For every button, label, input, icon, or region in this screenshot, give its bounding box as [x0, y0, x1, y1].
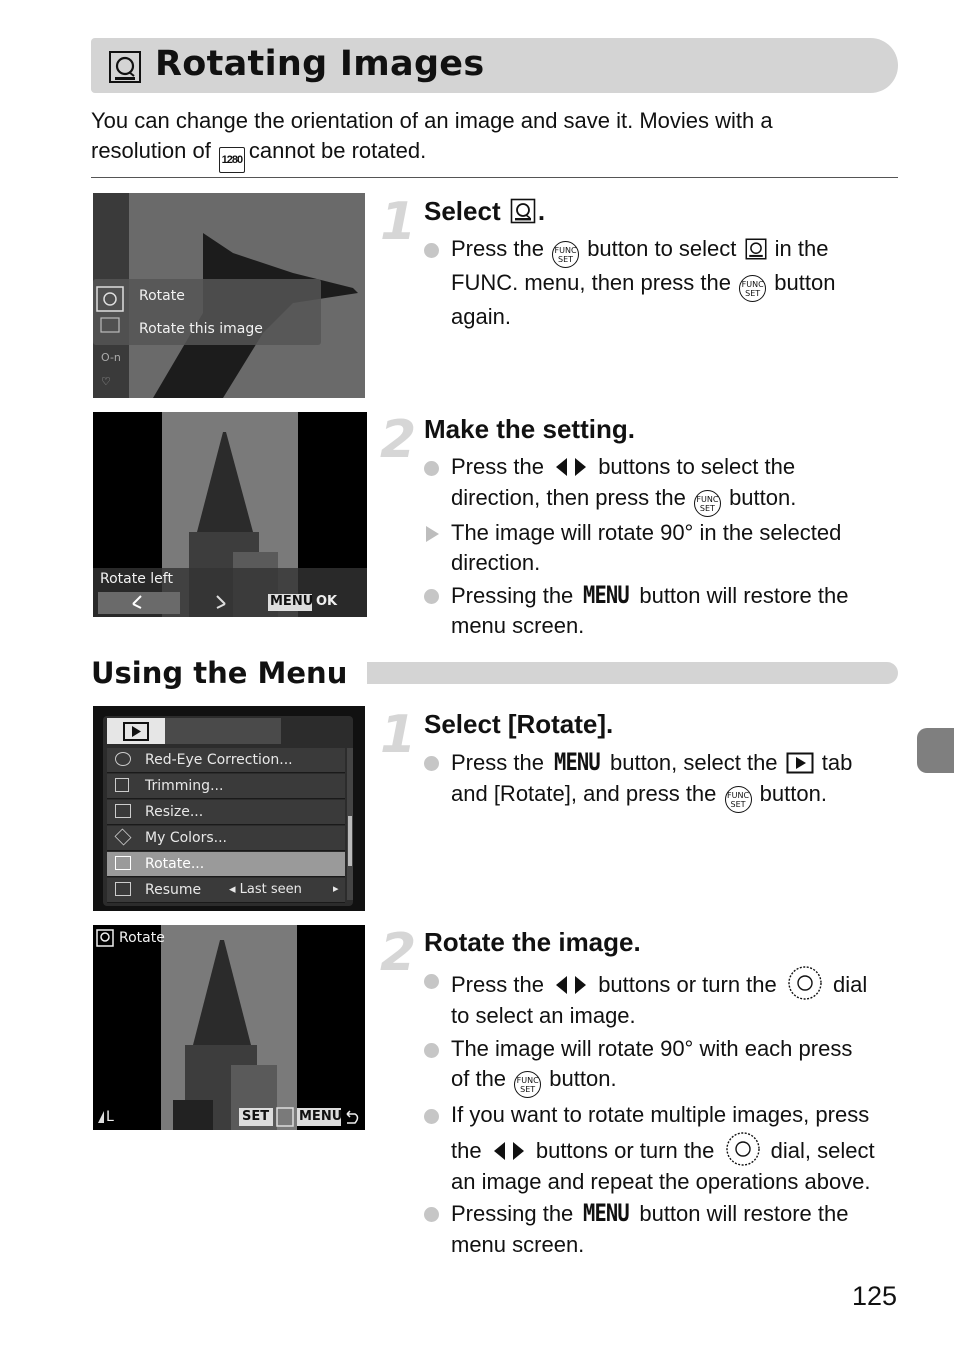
- step-instructions: Press the buttons to select the direction, then press the FUNC SET button. The image will rotate 90° in the selected direction. Pressing the MENU button will restore the menu screen.: [424, 452, 899, 642]
- screenshot-rotate-screen: [93, 925, 365, 1130]
- func-menu-item-rotate: Rotate: [139, 288, 185, 304]
- chapter-tab: [917, 728, 954, 773]
- screenshot-rotate-left: [93, 412, 367, 617]
- func-set-icon: FUNC SET: [552, 241, 579, 268]
- control-dial-icon: [725, 1131, 761, 1167]
- menu-button-icon: MENU: [583, 580, 630, 609]
- left-right-arrows-icon: [554, 975, 588, 995]
- playback-tab-icon: [786, 752, 814, 774]
- left-right-arrows-icon: [492, 1141, 526, 1161]
- step-heading: Make the setting.: [424, 414, 635, 444]
- rotate-icon: [510, 198, 536, 224]
- step-number: 2: [380, 410, 417, 470]
- menu-item[interactable]: Resize...: [107, 800, 345, 825]
- step-heading: Rotate the image.: [424, 927, 641, 957]
- step-instructions: Press the FUNC SET button to select in the FUNC. menu, then press the FUNC SET button again.: [424, 234, 894, 333]
- left-right-arrows-icon: [554, 457, 588, 477]
- movie-resolution-icon: 1280: [219, 147, 245, 173]
- step-heading: Select [Rotate].: [424, 709, 614, 739]
- step-heading: Select .: [424, 196, 546, 226]
- func-set-icon: FUNC SET: [694, 490, 721, 517]
- step-number: 2: [380, 923, 417, 983]
- menu-item[interactable]: Red-Eye Correction...: [107, 748, 345, 773]
- page-title: Rotating Images: [155, 44, 485, 84]
- step-instructions: Press the buttons or turn the dial to select an image. The image will rotate 90° with each press of the FUNC SET button. If you want to rotate multiple images, press the buttons or turn the dial, select an image and repeat the operations above. Pressing the MENU button will restore the menu screen.: [424, 965, 904, 1260]
- rotate-icon: [745, 238, 767, 260]
- section-bar: [367, 662, 898, 684]
- step-number: 1: [380, 705, 417, 765]
- func-set-icon: FUNC SET: [739, 275, 766, 302]
- func-set-icon: FUNC SET: [725, 786, 752, 813]
- menu-button-icon: MENU: [583, 1199, 630, 1227]
- func-menu-item-description: Rotate this image: [139, 321, 263, 337]
- step-number: 1: [380, 192, 417, 252]
- divider: [91, 177, 898, 178]
- menu-button-icon: MENU: [554, 748, 600, 776]
- menu-item-rotate-selected[interactable]: Rotate...: [107, 852, 345, 877]
- menu-button-icon: MENU: [270, 594, 314, 609]
- menu-item[interactable]: My Colors...: [107, 826, 345, 851]
- menu-button-icon: MENU: [299, 1109, 343, 1124]
- control-dial-icon: [787, 965, 823, 1001]
- svg-text:♡: ♡: [101, 375, 111, 388]
- screenshot-func-menu: [93, 193, 365, 398]
- rotate-mode-label: Rotate: [119, 930, 165, 946]
- rotate-direction-label: Rotate left: [100, 571, 173, 587]
- svg-text:O-n: O-n: [101, 351, 121, 364]
- ok-label: OK: [316, 594, 338, 609]
- screenshot-playback-menu: [93, 706, 365, 911]
- image-size-indicator: L: [106, 1109, 114, 1125]
- section-title: Using the Menu: [91, 656, 348, 690]
- rotate-icon: [108, 50, 142, 84]
- menu-item[interactable]: Resume ◂ Last seen ▸: [107, 878, 345, 903]
- func-set-icon: FUNC SET: [514, 1071, 541, 1098]
- set-button-icon: SET: [242, 1109, 270, 1124]
- page-number: 125: [852, 1281, 898, 1311]
- step-instructions: Press the MENU button, select the tab and [Rotate], and press the FUNC SET button.: [424, 747, 899, 813]
- menu-item[interactable]: Trimming...: [107, 774, 345, 799]
- intro-text: You can change the orientation of an image and save it. Movies with a resolution of 1280 cannot be rotated.: [91, 106, 881, 173]
